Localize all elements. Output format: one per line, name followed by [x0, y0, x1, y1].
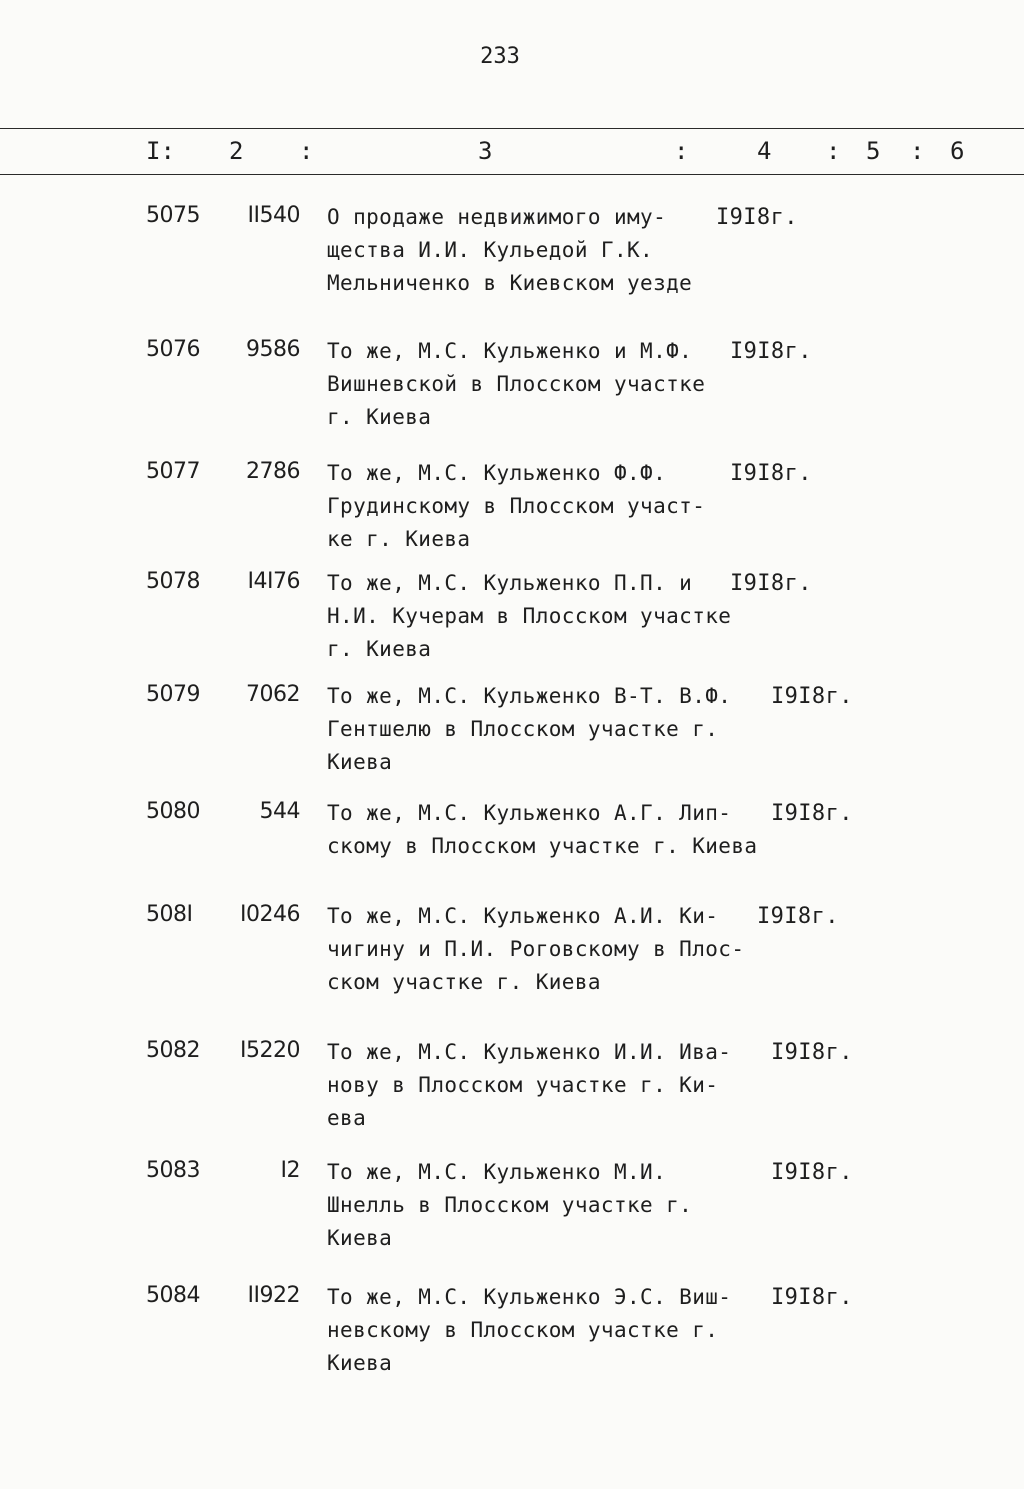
entry-number: 5084: [146, 1283, 200, 1308]
entry-number: 5076: [146, 337, 200, 362]
column-separator: :: [910, 137, 925, 165]
entry-year: I9I8г.: [771, 1040, 853, 1065]
entry-year: I9I8г.: [730, 339, 812, 364]
entry-description: [327, 1036, 767, 1135]
entry-file-number: II540: [247, 203, 300, 228]
entry-year: I9I8г.: [730, 461, 812, 486]
description-line: То же, М.С. Кульженко А.Г. Лип-: [327, 801, 732, 825]
entry-description: [327, 680, 767, 779]
description-line: Шнелль в Плосском участке г.: [327, 1193, 693, 1217]
description-line: нову в Плосском участке г. Ки-: [327, 1073, 719, 1097]
entry-file-number: 7062: [246, 682, 300, 707]
entry-year: I9I8г.: [771, 684, 853, 709]
entry-description: [327, 900, 767, 999]
column-separator: :: [826, 137, 841, 165]
entry-year: I9I8г.: [730, 571, 812, 596]
entry-number: 5082: [146, 1038, 200, 1063]
description-line: Мельниченко в Киевском уезде: [327, 271, 693, 295]
entry-number: 5080: [146, 799, 200, 824]
entry-number: 5078: [146, 569, 200, 594]
column-separator: :: [299, 137, 314, 165]
entry-description: [327, 1156, 767, 1255]
entry-file-number: I2: [280, 1158, 300, 1183]
description-line: То же, М.С. Кульженко и М.Ф.: [327, 339, 693, 363]
header-bottom-rule: [0, 174, 1024, 175]
entry-description: [327, 567, 767, 666]
column-separator: :: [674, 137, 689, 165]
entry-number: 5075: [146, 203, 200, 228]
description-line: То же, М.С. Кульженко А.И. Ки-: [327, 904, 719, 928]
entry-year: I9I8г.: [771, 801, 853, 826]
column-header-2: 2: [229, 137, 244, 165]
entry-file-number: I5220: [240, 1038, 300, 1063]
description-line: Грудинскому в Плосском участ-: [327, 494, 706, 518]
entry-number: 5083: [146, 1158, 200, 1183]
description-line: чигину и П.И. Роговскому в Плос-: [327, 937, 745, 961]
entry-file-number: II922: [247, 1283, 300, 1308]
page-number: 233: [480, 44, 520, 69]
entry-description: [327, 457, 767, 556]
description-line: О продаже недвижимого иму-: [327, 205, 667, 229]
description-line: То же, М.С. Кульженко Ф.Ф.: [327, 461, 667, 485]
description-line: То же, М.С. Кульженко М.И.: [327, 1160, 667, 1184]
entry-year: I9I8г.: [771, 1285, 853, 1310]
entry-file-number: 544: [259, 799, 300, 824]
column-header-6: 6: [950, 137, 965, 165]
description-line: То же, М.С. Кульженко В-Т. В.Ф.: [327, 684, 732, 708]
description-line: Н.И. Кучерам в Плосском участке: [327, 604, 732, 628]
entry-number: 5079: [146, 682, 200, 707]
description-line: Киева: [327, 1351, 393, 1375]
entry-file-number: I0246: [240, 902, 300, 927]
column-header-3: 3: [478, 137, 493, 165]
description-line: невскому в Плосском участке г.: [327, 1318, 719, 1342]
description-line: То же, М.С. Кульженко И.И. Ива-: [327, 1040, 732, 1064]
entry-number: 508I: [146, 902, 193, 927]
column-header-5: 5: [866, 137, 881, 165]
column-header-4: 4: [757, 137, 772, 165]
entry-file-number: 9586: [246, 337, 300, 362]
description-line: Гентшелю в Плосском участке г.: [327, 717, 719, 741]
description-line: г. Киева: [327, 637, 432, 661]
description-line: скому в Плосском участке г. Киева: [327, 834, 758, 858]
entry-description: [327, 1281, 767, 1380]
entry-year: I9I8г.: [771, 1160, 853, 1185]
entry-year: I9I8г.: [757, 904, 839, 929]
description-line: Киева: [327, 750, 393, 774]
description-line: ском участке г. Киева: [327, 970, 601, 994]
description-line: щества И.И. Кульедой Г.К.: [327, 238, 654, 262]
entry-description: [327, 201, 767, 300]
entry-description: [327, 335, 767, 434]
description-line: То же, М.С. Кульженко П.П. и: [327, 571, 693, 595]
description-line: ева: [327, 1106, 367, 1130]
description-line: Киева: [327, 1226, 393, 1250]
description-line: г. Киева: [327, 405, 432, 429]
column-header-1: I:: [146, 137, 175, 165]
entry-file-number: 2786: [246, 459, 300, 484]
description-line: Вишневской в Плосском участке: [327, 372, 706, 396]
header-top-rule: [0, 128, 1024, 129]
entry-description: [327, 797, 767, 863]
entry-file-number: I4I76: [247, 569, 300, 594]
entry-year: I9I8г.: [716, 205, 798, 230]
entry-number: 5077: [146, 459, 200, 484]
description-line: То же, М.С. Кульженко Э.С. Виш-: [327, 1285, 732, 1309]
description-line: ке г. Киева: [327, 527, 471, 551]
